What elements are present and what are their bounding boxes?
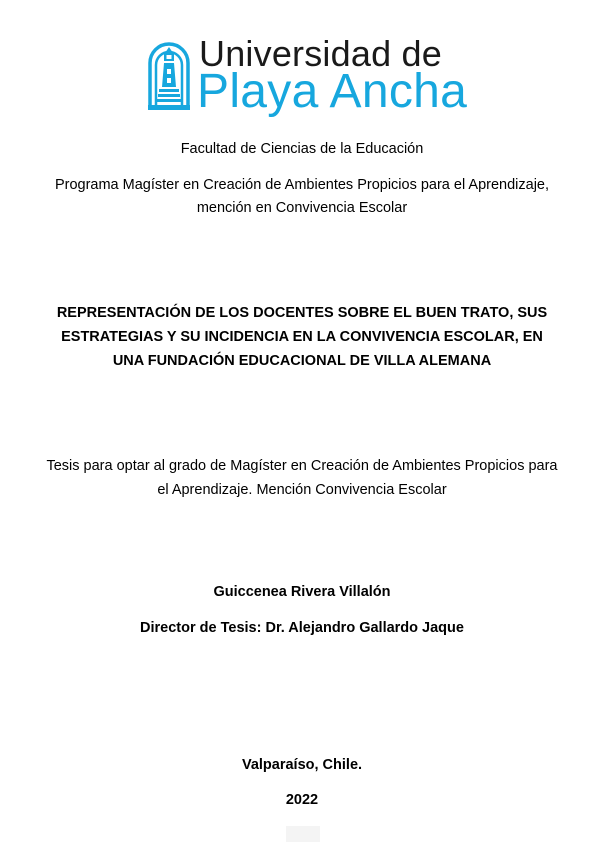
year: 2022 [285, 792, 319, 808]
place: Valparaíso, Chile. [241, 757, 363, 773]
logo-text-universidad: Universidad de [199, 33, 442, 74]
university-logo [147, 33, 468, 118]
thesis-title-line-1: REPRESENTACIÓN DE LOS DOCENTES SOBRE EL BUEN TRATO, SUS [56, 305, 548, 321]
program-name-line-2: mención en Convivencia Escolar [196, 200, 408, 216]
degree-statement-line-2: el Aprendizaje. Mención Convivencia Escolar [157, 482, 447, 498]
thesis-director: Director de Tesis: Dr. Alejandro Gallardo Jaque [140, 620, 464, 636]
lighthouse-emblem-icon [147, 39, 191, 111]
author-name: Guiccenea Rivera Villalón [213, 584, 391, 600]
program-name-line-1: Programa Magíster en Creación de Ambientes Propicios para el Aprendizaje, [54, 177, 550, 193]
logo-text-playa-ancha: Playa Ancha [197, 65, 468, 118]
degree-statement-line-1: Tesis para optar al grado de Magíster en Creación de Ambientes Propicios para [46, 458, 558, 474]
faculty-name: Facultad de Ciencias de la Educación [180, 141, 424, 157]
page-footer-mark [286, 826, 320, 842]
thesis-title-line-3: UNA FUNDACIÓN EDUCACIONAL DE VILLA ALEMANA [112, 353, 492, 369]
thesis-title-line-2: ESTRATEGIAS Y SU INCIDENCIA EN LA CONVIVENCIA ESCOLAR, EN [61, 329, 543, 345]
